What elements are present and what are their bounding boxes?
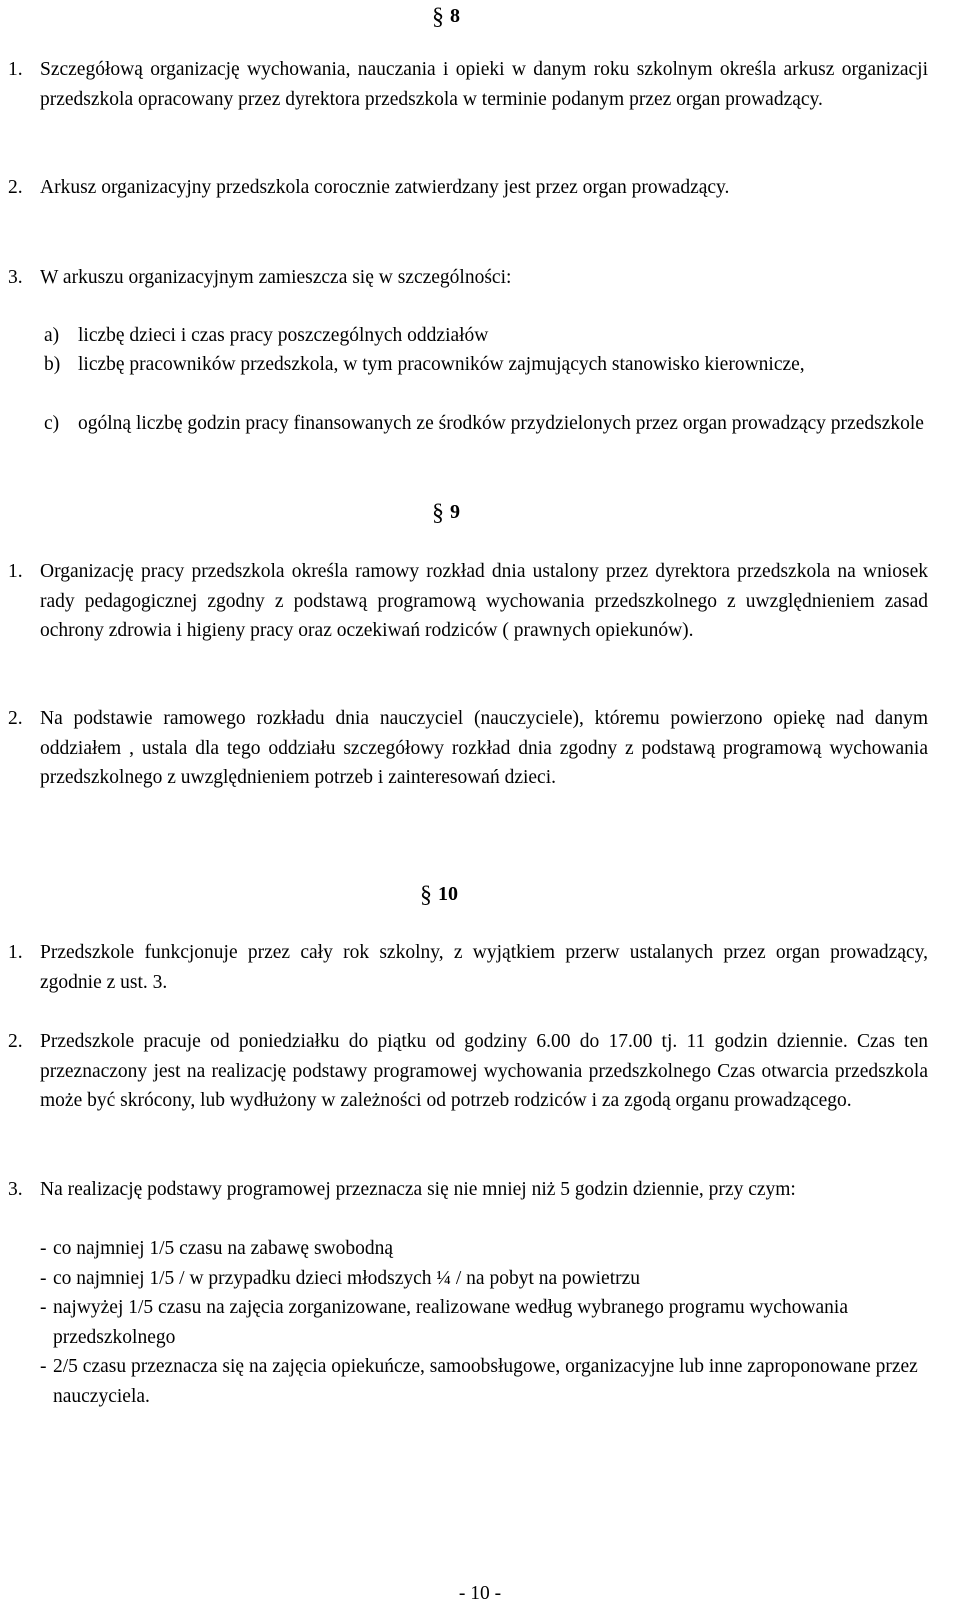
point-number: 1.: [8, 59, 23, 80]
section-symbol: §: [432, 4, 444, 30]
section-9-heading: [432, 500, 460, 525]
dash-marker: -: [40, 1356, 47, 1377]
s9-point-2: [8, 704, 928, 793]
s8-point-1: [8, 55, 928, 114]
list-item: [40, 1352, 930, 1411]
s8-list-c: [44, 409, 928, 439]
dash-marker: -: [40, 1267, 47, 1289]
point-number: 2.: [8, 708, 23, 729]
list-text: ogólną liczbę godzin pracy finansowanych ze środków przydzielonych przez organ prowadzący przedszkole: [78, 413, 924, 434]
section-number: 10: [438, 883, 458, 905]
list-text: co najmniej 1/5 czasu na zabawę swobodną: [53, 1238, 394, 1259]
list-text: liczbę dzieci i czas pracy poszczególnych oddziałów: [78, 325, 489, 346]
page-number: - 10 -: [458, 1583, 502, 1604]
dash-marker: -: [40, 1238, 47, 1259]
list-item: [40, 1293, 930, 1352]
point-text: Przedszkole funkcjonuje przez cały rok szkolny, z wyjątkiem przerw ustalanych przez organ prowadzący, zgodnie z ust. 3.: [40, 942, 928, 993]
s9-point-1: [8, 557, 928, 646]
list-item: [40, 1264, 930, 1294]
point-text: Organizację pracy przedszkola określa ramowy rozkład dnia ustalony przez dyrektora przedszkola na wniosek rady pedagogicznej zgodny z podstawą programową wychowania przedszkolnego z uwzględnieniem zasad ochrony zdrowia i higieny pracy oraz oczekiwań rodziców ( prawnych opiekunów).: [40, 561, 928, 641]
section-10-heading: [420, 882, 458, 907]
section-number: 8: [450, 5, 460, 27]
point-text: Na podstawie ramowego rozkładu dnia nauczyciel (nauczyciele), któremu powierzono opiekę nad danym oddziałem , ustala dla tego oddziału szczegółowy rozkład dnia zgodny z podstawą programową wychowania przedszkolnego z uwzględnieniem potrzeb i zainteresowań dzieci.: [40, 708, 928, 788]
point-text: Na realizację podstawy programowej przeznacza się nie mniej niż 5 godzin dziennie, przy czym:: [40, 1179, 796, 1200]
s8-list-b: [44, 350, 928, 380]
s10-dash-list: [40, 1234, 930, 1411]
dash-marker: -: [40, 1297, 47, 1318]
list-text: liczbę pracowników przedszkola, w tym pracowników zajmujących stanowisko kierownicze,: [78, 354, 805, 375]
s10-point-2: [8, 1027, 928, 1116]
s10-point-3: [8, 1175, 928, 1205]
point-text: W arkuszu organizacyjnym zamieszcza się w szczególności:: [40, 267, 512, 288]
section-number: 9: [450, 501, 460, 523]
section-symbol: §: [432, 500, 444, 526]
point-number: 1.: [8, 561, 23, 582]
point-number: 3.: [8, 1179, 23, 1200]
list-text: 2/5 czasu przeznacza się na zajęcia opiekuńcze, samoobsługowe, organizacyjne lub inne zaproponowane przez nauczyciela.: [53, 1356, 918, 1407]
point-text: Szczegółową organizację wychowania, nauczania i opieki w danym roku szkolnym określa arkusz organizacji przedszkola opracowany przez dyrektora przedszkola w terminie podanym przez organ prowadzący.: [40, 59, 928, 110]
list-label: c): [44, 413, 60, 434]
s8-point-2: [8, 173, 928, 203]
section-symbol: §: [420, 882, 432, 908]
s8-point-3: [8, 263, 928, 293]
list-item: [40, 1234, 930, 1264]
point-number: 3.: [8, 267, 23, 288]
list-text: co najmniej 1/5 / w przypadku dzieci młodszych ¼ / na pobyt na powietrzu: [53, 1267, 641, 1289]
point-text: Przedszkole pracuje od poniedziałku do piątku od godziny 6.00 do 17.00 tj. 11 godzin dziennie. Czas ten przeznaczony jest na realizację podstawy programowej wychowania przedszkolnego Czas otwarcia przedszkola może być skrócony, lub wydłużony w zależności od potrzeb rodziców i za zgodą organu prowadzącego.: [40, 1031, 928, 1111]
section-8-heading: [432, 4, 460, 29]
list-text: najwyżej 1/5 czasu na zajęcia zorganizowane, realizowane według wybranego programu wychowania przedszkolnego: [53, 1297, 848, 1348]
s8-list-a: [44, 321, 928, 351]
list-label: b): [44, 354, 61, 375]
point-number: 1.: [8, 942, 23, 963]
s10-point-1: [8, 938, 928, 997]
point-text: Arkusz organizacyjny przedszkola corocznie zatwierdzany jest przez organ prowadzący.: [40, 177, 730, 198]
list-label: a): [44, 325, 60, 346]
point-number: 2.: [8, 1031, 23, 1052]
point-number: 2.: [8, 177, 23, 198]
